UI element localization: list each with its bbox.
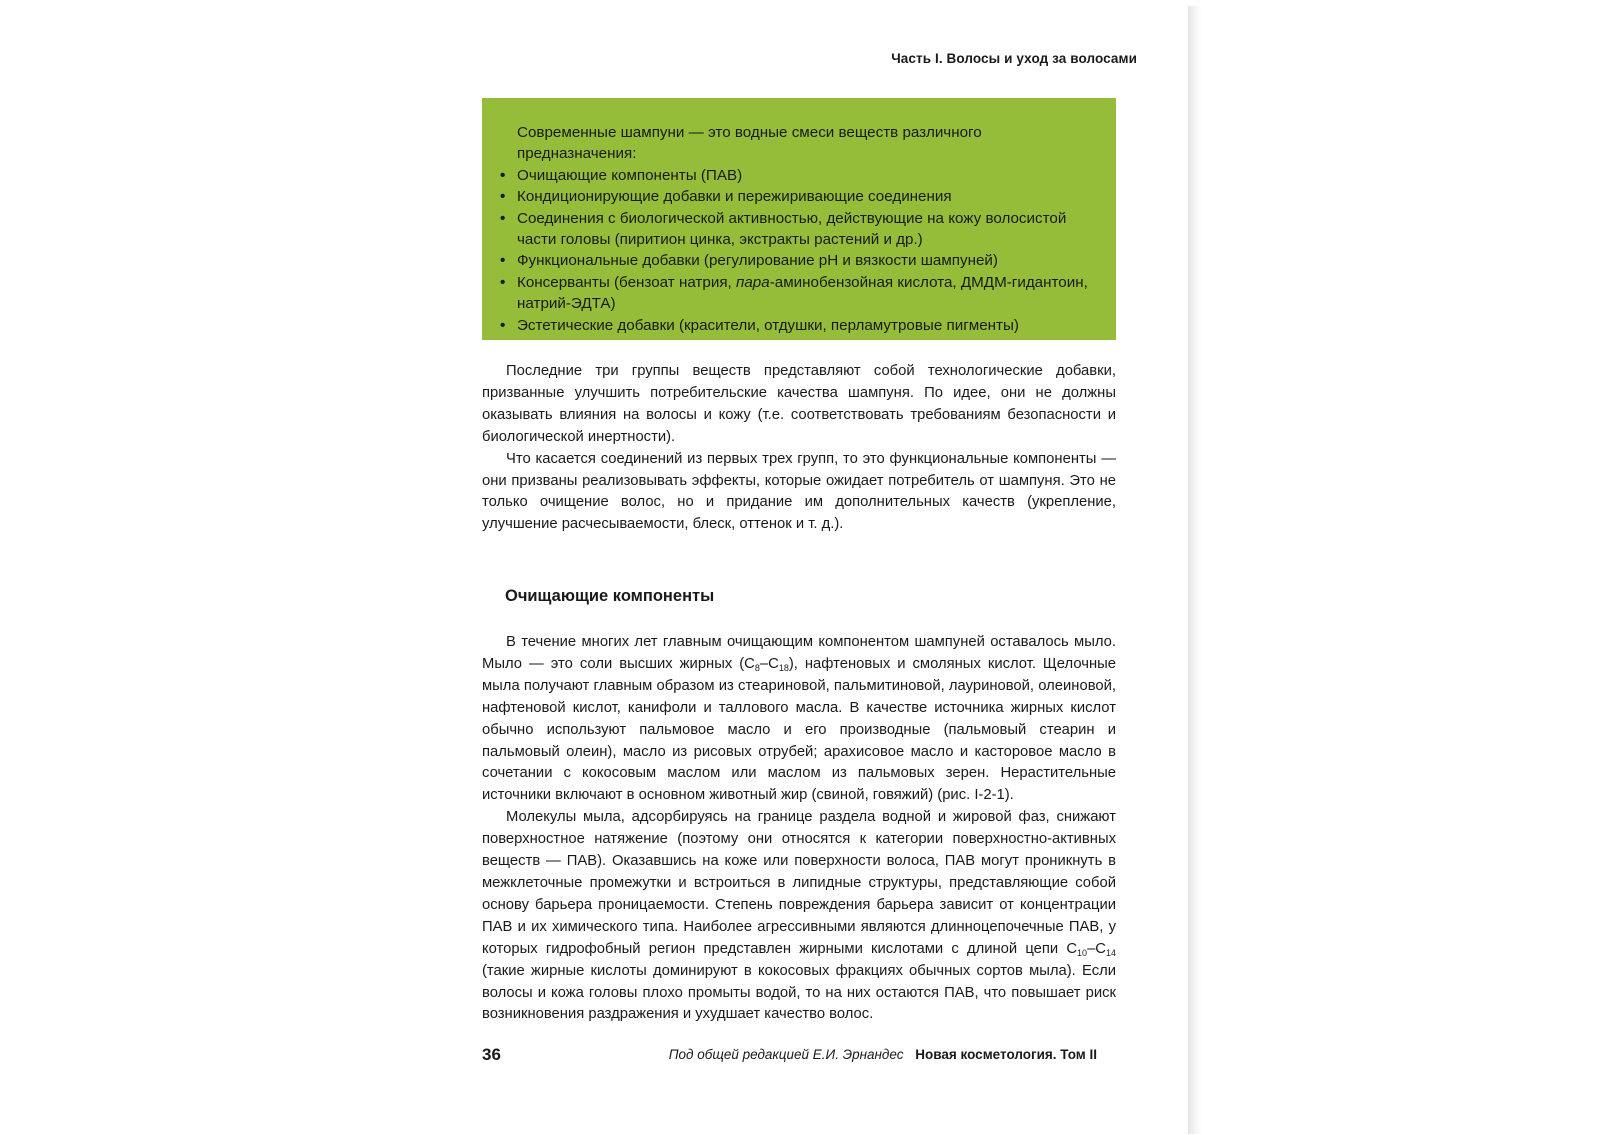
bullet: • — [500, 188, 506, 206]
composition-list — [500, 165, 1100, 336]
bullet: • — [500, 166, 506, 184]
bullet: • — [500, 316, 506, 334]
list-item: • Очищающие компоненты (ПАВ) — [500, 165, 1100, 186]
intro-text — [482, 361, 1116, 536]
list-item: • Консерванты (бензоат натрия, пара-аминобензойная кислота, ДМДМ-гидантоин, натрий-ЭДТА) — [500, 273, 1088, 313]
paragraph: В течение многих лет главным очищающим компонентом шампуней оставалось мыло. Мыло — это соли высших жирных $(C_8-C_{18})$, нафтеновых и смоляных кислот. Щелочные мыла получают главным образом из стеариновой, пальмитиновой, лауриновой, олеиновой, нафтеновой кислот, канифоли и таллового масла. В качестве источника жирных кислот обычно используют пальмовое масло и его производные (пальмовый стеарин и пальмовый олеин), масло из рисовых отрубей; арахисовое масло и касторовое масло в сочетании с кокосовым маслом или маслом из пальмовых зерен. Нерастительные источники включают в основном животный жир (свиной, говяжий) (рис. I-2-1). — [482, 634, 1116, 804]
list-item: • Эстетические добавки (красители, отдушки, перламутровые пигменты) — [500, 315, 1100, 336]
book-page — [405, 6, 1195, 1134]
page-edge — [1188, 6, 1202, 1134]
bullet: • — [500, 209, 506, 227]
running-head: Часть I. Волосы и уход за волосами — [891, 51, 1137, 66]
bullet: • — [500, 252, 506, 270]
page-number: 36 — [482, 1045, 501, 1064]
list-item: • Функциональные добавки (регулирование pH и вязкости шампуней) — [500, 250, 1100, 271]
list-item: • Соединения с биологической активностью, действующие на кожу волосистой части головы (пиритион цинка, экстракты растений и др.) — [500, 209, 1067, 249]
footer-editor: Под общей редакцией Е.И. Эрнандес — [668, 1047, 904, 1062]
shampoo-composition-box — [482, 98, 1116, 340]
section-heading: Очищающие компоненты — [505, 587, 715, 605]
paragraph: Последние три группы веществ представляют собой технологические добавки, призванные улучшить потребительские качества шампуня. По идее, они не должны оказывать влияния на волосы и кожу (т.е. соответствовать требованиям безопасности и биологической инертности). — [482, 363, 1116, 445]
box-lead: Современные шампуни — это водные смеси веществ различного предназначения: — [517, 124, 982, 163]
section-text — [482, 632, 1116, 1026]
paragraph: Молекулы мыла, адсорбируясь на границе раздела водной и жировой фаз, снижают поверхностное натяжение (поэтому они относятся к категории поверхностно-активных веществ — ПАВ). Оказавшись на коже или поверхности волоса, ПАВ могут проникнуть в межклеточные промежутки и встроиться в липидные структуры, представляющие собой основу барьера проницаемости. Степень повреждения барьера зависит от концентрации ПАВ и их химического типа. Наиболее агрессивными являются длинноцепочечные ПАВ, у которых гидрофобный регион представлен жирными кислотами с длиной цепи $C_{10}-C_{14}$ (такие жирные кислоты доминируют в кокосовых фракциях обычных сортов мыла). Если волосы и кожа головы плохо промыты водой, то на них остаются ПАВ, что повышает риск возникновения раздражения и ухудшает качество волос. — [482, 809, 1116, 1023]
page-footer — [669, 1047, 1097, 1062]
list-item: • Кондиционирующие добавки и пережиривающие соединения — [500, 186, 1100, 207]
paragraph: Что касается соединений из первых трех групп, то это функциональные компоненты — они призваны реализовывать эффекты, которые ожидает потребитель от шампуня. Это не только очищение волос, но и придание им дополнительных качеств (укрепление, улучшение расчесываемости, блеск, оттенок и т. д.). — [482, 450, 1116, 533]
bullet: • — [500, 273, 506, 291]
footer-book-title: Новая косметология. Том II — [915, 1047, 1097, 1062]
